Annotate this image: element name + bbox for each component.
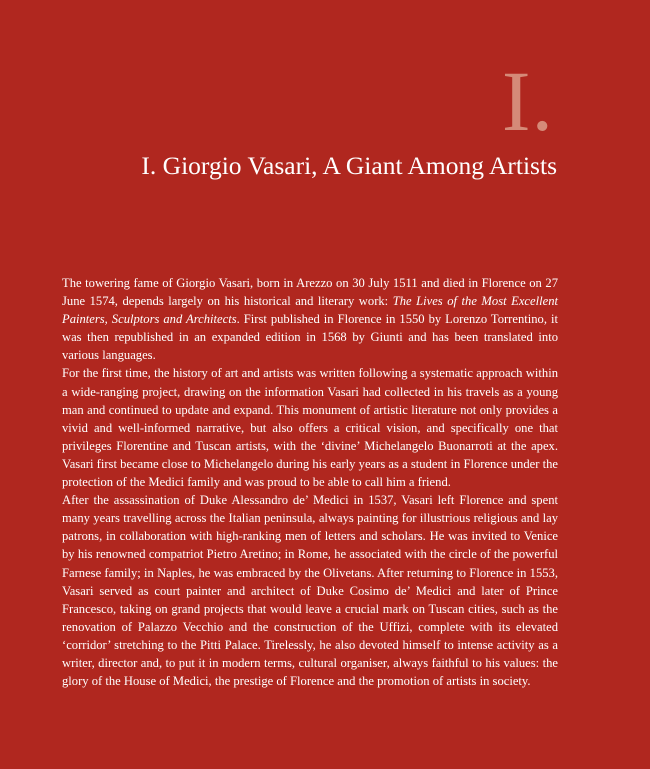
- paragraph-2: For the first time, the history of art and artists was written following a systematic approach within a wide-ranging project, drawing on the information Vasari had collected in his travels as a young man and continued to update and expand. This monument of artistic literature not only provides a vivid and well-informed narrative, but also offers a critical vision, and specifically one that privileges Florentine and Tuscan artists, with the ‘divine’ Michelangelo Buonarroti at the apex. Vasari first became close to Michelangelo during his early years as a student in Florence under the protection of the Medici family and was proud to be able to call him a friend.: [62, 366, 558, 490]
- paragraph-1-rest: . First published in Florence in 1550 by Lorenzo Torrentino, it was then republished in an expanded edition in 1568 by Giunti and has been translated into various languages.: [62, 312, 558, 363]
- chapter-numeral: I.: [501, 53, 554, 149]
- paragraph-1: [62, 274, 558, 364]
- book-title-italic: The Lives of the Most Excellent Painters, Sculptors and Architects: [62, 294, 558, 327]
- chapter-title: I. Giorgio Vasari, A Giant Among Artists: [141, 151, 557, 180]
- paragraph-1-intro: The towering fame of Giorgio Vasari, born in Arezzo on 30 July 1511 and died in Florence on 27 June 1574, depends largely on his historical and literary work:: [62, 276, 558, 309]
- body-text: [62, 274, 558, 690]
- paragraph-3: After the assassination of Duke Alessandro de’ Medici in 1537, Vasari left Florence and spent many years travelling across the Italian peninsula, always painting for illustrious religious and lay patrons, in collaboration with high-ranking men of letters and scholars. He was invited to Venice by his renowned compatriot Pietro Aretino; in Rome, he associated with the circle of the powerful Farnese family; in Naples, he was embraced by the Olivetans. After returning to Florence in 1553, Vasari served as court painter and architect of Duke Cosimo de’ Medici and later of Prince Francesco, taking on grand projects that would leave a crucial mark on Tuscan cities, such as the renovation of Palazzo Vecchio and the construction of the Uffizi, complete with its elevated ‘corridor’ stretching to the Pitti Palace. Tirelessly, he also devoted himself to intense activity as a writer, director and, to put it in modern terms, cultural organiser, always faithful to his values: the glory of the House of Medici, the prestige of Florence and the promotion of artists in society.: [62, 493, 558, 689]
